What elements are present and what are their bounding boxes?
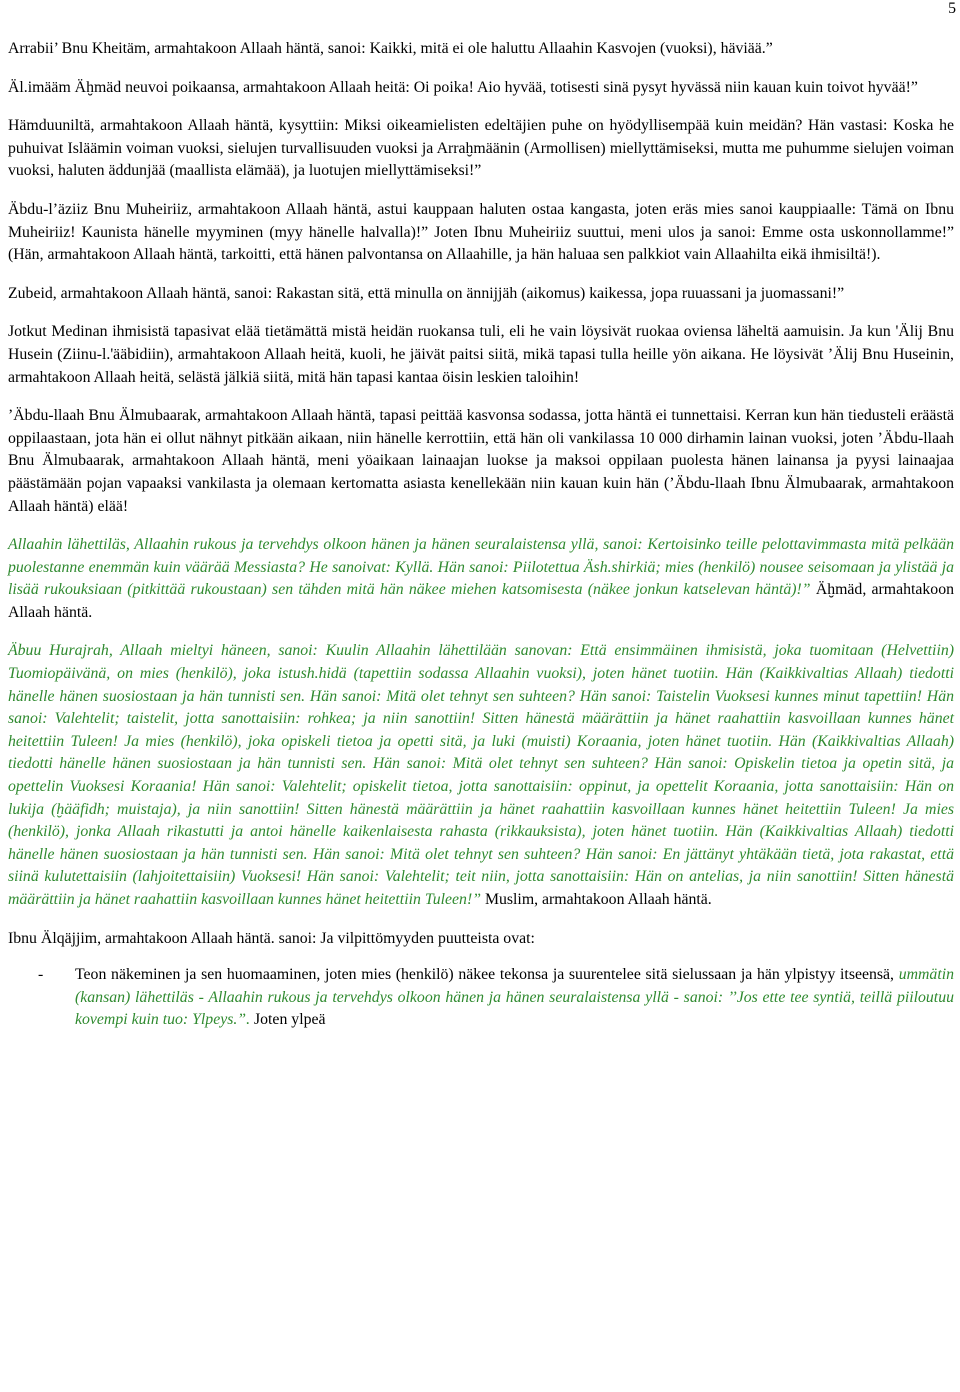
- document-body: [8, 38, 954, 1032]
- paragraph-hamduun: Hämduuniltä, armahtakoon Allaah häntä, kysyttiin: Miksi oikeamielisten edeltäjien puhe on hyödyllisempää kuin meidän? Hän vastasi: Koska he puhuivat Isläämin voiman vuoksi, sielujen turvallisuuden vuoksi ja Arraḫmäänin (Armollisen) miellyttämiseksi, mutta me puhumme sielujen voiman vuoksi, haluten äddunjää (maallista elämää), ja luotujen miellyttämiseksi!”: [8, 117, 954, 180]
- paragraph-hadith-hurajrah: [8, 640, 954, 911]
- hadith-quote: Allaahin lähettiläs, Allaahin rukous ja tervehdys olkoon hänen ja hänen seuralaistensa yllä, sanoi: Kertoisinko teille pelottavimmasta mitä pelkään puolestanne enemmän kuin väärää Messiasta? He sanoivat: Kyllä. Hän sanoi: Piilotettua Äsh.shirkiä; mies (henkilö) nousee seisomaan ja ylistää ja lisää rukouksiaan (pitkittää rukoustaan) sen tähden mitä hän näkee miehen katsomisesta (näkee jonkun katselevan häntä)!”: [8, 536, 954, 599]
- page-number: 5: [948, 0, 956, 17]
- paragraph-muheiriiz: Äbdu-l’äziiz Bnu Muheiriiz, armahtakoon Allaah häntä, astui kauppaan haluten ostaa kangasta, joten eräs mies sanoi kauppiaalle: Tämä on Ibnu Muheiriiz! Kaunista hänelle myyminen (myy hänelle halvalla)!” Joten Ibnu Muheiriiz suuttui, meni ulos ja sanoi: Emme osta uskonnollamme!” (Hän, armahtakoon Allaah häntä, tarkoitti, että hänen palvontansa on Allaahille, ja hän haluaa sen palkkiot vain Allaahilta eikä ihmisiltä!).: [8, 200, 954, 264]
- hadith-source: Muslim, armahtakoon Allaah häntä.: [481, 891, 712, 908]
- hadith-quote: Äbuu Hurajrah, Allaah mieltyi häneen, sanoi: Kuulin Allaahin lähettilään sanovan: Että ensimmäinen ihmisistä, joka tuomitaan (Helvettiin) Tuomiopäivänä, on mies (henkilö), joka istush.hidä (tapettiin sodassa Allaahin vuoksi), joten hänet tuotiin. Hän (Kaikkivaltias Allaah) tiedotti hänelle hänen suosiostaan ja hän tunnisti sen. Hän sanoi: Mitä olet tehnyt sen suhteen? Hän sanoi: Taistelin Vuoksesi kunnes minut tapettiin! Hän sanoi: Valehtelit; taistelit, jotta sanottaisiin: rohkea; ja niin sanottiin! Sitten hänestä määrättiin ja hänet raahattiin kasvoillaan kunnes hänet heitettiin Tuleen! Ja mies (henkilö), joka opiskeli tietoa ja opetti sitä, ja luki (muisti) Koraania, joten hänet tuotiin. Hän (Kaikkivaltias Allaah) tiedotti hänelle hänen suosiostaan ja hän tunnisti sen. Hän sanoi: Mitä olet tehnyt sen suhteen? Hän sanoi: Opiskelin tietoa ja opetin sitä, ja opettelin Vuoksesi Koraania! Hän sanoi: Valehtelit; opiskelit tietoa, jotta sanottaisiin: oppinut, ja opettelit Koraania, jotta sanottaisiin: Hän on lukija (ḫääfidh; muistaja), ja niin sanottiin! Sitten hänestä määrättiin ja hänet raahattiin kasvoillaan kunnes hänet heitettiin Tuleen! Ja mies (henkilö), jonka Allaah rikastutti ja antoi hänelle kaikenlaisesta rahasta (rikkauksista), joten hänet tuotiin. Hän (Kaikkivaltias Allaah) tiedotti hänelle hänen suosiostaan ja hän tunnisti sen. Hän sanoi: Mitä olet tehnyt sen suhteen? Hän sanoi: En jättänyt yhtäkään tietä, jota rakastat, että siinä kulutettaisiin (lahjoitettaisiin) Vuoksesi! Hän sanoi: Valehtelit; teit niin, jotta sanottaisiin: Hän on antelias, ja niin sanottiin! Sitten hänestä määrättiin ja hänet raahattiin kasvoillaan kunnes hänet heitettiin Tuleen!”: [8, 642, 954, 908]
- hadith-source: Äḫmäd, armahtakoon Allaah häntä.: [8, 581, 954, 621]
- list-item-text: Teon näkeminen ja sen huomaaminen, joten mies (henkilö) näkee tekonsa ja suurentelee sitä sielussaan ja hän ylpistyy itseensä,: [75, 966, 899, 984]
- deficiency-list: [8, 964, 954, 1032]
- paragraph-ahmad-advice: Äl.imääm Äḫmäd neuvoi poikaansa, armahtakoon Allaah heitä: Oi poika! Aio hyvää, totisesti sinä pysyt hyvässä niin kauan kuin toivot hyvää!”: [8, 78, 918, 96]
- list-item-text-tail: Joten ylpeä: [250, 1011, 326, 1029]
- paragraph-hadith-shirk: [8, 534, 954, 624]
- hadith-quote: ummätin (kansan) lähettiläs - Allaahin rukous ja tervehdys olkoon hänen ja hänen seuralaistensa yllä - sanoi: ’’Jos ette tee syntiä, teillä piiloutuu kovempi kuin tuo: Ylpeys.”.: [75, 966, 954, 1029]
- paragraph-zubeid: Zubeid, armahtakoon Allaah häntä, sanoi: Rakastan sitä, että minulla on ännijjäh (aikomus) kaikessa, jopa ruuassani ja juomassani!”: [8, 284, 845, 302]
- paragraph-medina: Jotkut Medinan ihmisistä tapasivat elää tietämättä mistä heidän ruokansa tuli, eli he vain löysivät ruokaa oviensa läheltä aamuisin. Ja kun 'Älij Bnu Husein (Ziinu-l.'ääbidiin), armahtakoon Allaah heitä, kuoli, he jäivät paitsi siitä, mikä tapasi tulla heille yön aikana. He löysivät ’Älij Bnu Huseinin, armahtakoon Allaah heitä, selästä jälkiä siitä, mitä hän tapasi kantaa öisin leskien taloihin!: [8, 323, 954, 386]
- list-item: [8, 964, 954, 1032]
- paragraph-mubaarak: ’Äbdu-llaah Bnu Älmubaarak, armahtakoon Allaah häntä, tapasi peittää kasvonsa sodassa, jotta häntä ei tunnettaisi. Kerran kun hän tiedusteli eräästä oppilaastaan, jota hän ei ollut nähnyt pitkään aikaan, niin hänelle kerrottiin, että hän oli vankilassa 10 000 dirhamin lainan vuoksi, joten ’Äbdu-llaah Bnu Älmubaarak, armahtakoon Allaah häntä, meni yöaikaan lainaajan luokse ja maksoi oppilaan puolesta hänen lainansa ja pyysi lainaajaa päästämään pojan vapaaksi vankilasta ja olemaan kertomatta asiasta kenellekään niin kauan kuin hän (’Äbdu-llaah Ibnu Älmubaarak, armahtakoon Allaah häntä) elää!: [8, 407, 954, 515]
- list-dash: -: [38, 966, 44, 984]
- paragraph-arrabii: Arrabii’ Bnu Kheitäm, armahtakoon Allaah häntä, sanoi: Kaikki, mitä ei ole haluttu Allaahin Kasvojen (vuoksi), häviää.”: [8, 40, 773, 57]
- paragraph-ibnu-alqajjim: Ibnu Älqäjjim, armahtakoon Allaah häntä. sanoi: Ja vilpittömyyden puutteista ovat:: [8, 929, 535, 947]
